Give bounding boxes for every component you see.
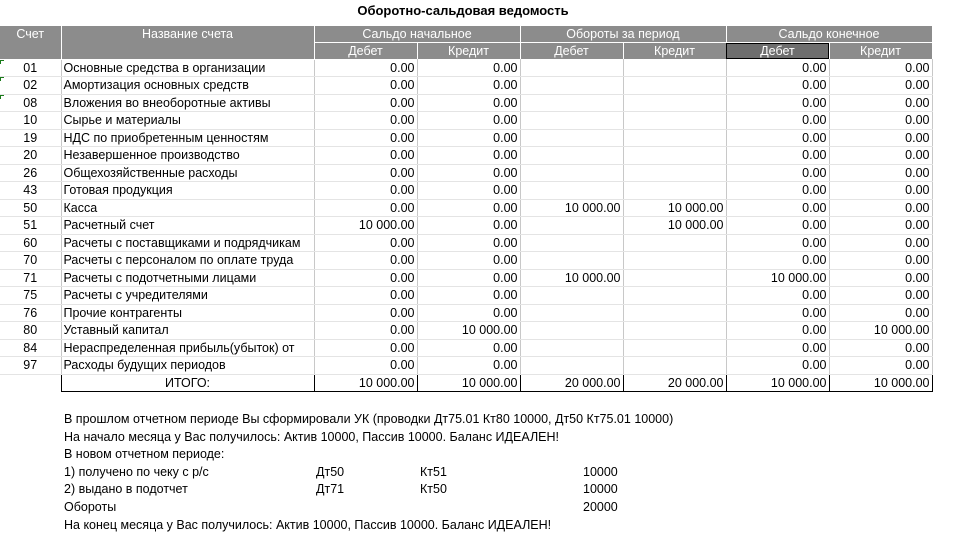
account-name-cell[interactable]: Незавершенное производство [61, 147, 314, 165]
total-opening-credit: 10 000.00 [417, 374, 520, 392]
opening-debit-cell[interactable]: 0.00 [314, 199, 417, 217]
turnover-credit-cell[interactable] [623, 304, 726, 322]
turnover-debit-cell[interactable] [520, 182, 623, 200]
total-row [0, 374, 932, 392]
opening-credit-cell[interactable]: 0.00 [417, 339, 520, 357]
account-name-cell[interactable]: Расчеты с поставщиками и подрядчикам [61, 234, 314, 252]
cell-marker-icon [0, 77, 4, 81]
opening-debit-cell[interactable]: 0.00 [314, 339, 417, 357]
turnover-sum: 20000 [583, 499, 618, 514]
closing-debit-cell[interactable]: 0.00 [726, 234, 829, 252]
header-opening-debit[interactable]: Дебет [314, 43, 417, 60]
opening-debit-cell[interactable]: 0.00 [314, 357, 417, 375]
header-opening-credit[interactable]: Кредит [417, 43, 520, 60]
closing-debit-cell[interactable]: 0.00 [726, 217, 829, 235]
closing-credit-cell[interactable]: 0.00 [829, 252, 932, 270]
notes-block [64, 411, 673, 534]
turnover-credit-cell[interactable] [623, 252, 726, 270]
table-row[interactable] [0, 357, 932, 375]
opening-credit-cell[interactable]: 0.00 [417, 269, 520, 287]
table-row[interactable] [0, 147, 932, 165]
opening-debit-cell[interactable]: 0.00 [314, 182, 417, 200]
closing-debit-cell[interactable]: 0.00 [726, 339, 829, 357]
turnover-debit-cell[interactable] [520, 164, 623, 182]
turnover-debit-cell[interactable] [520, 59, 623, 77]
opening-credit-cell[interactable]: 0.00 [417, 217, 520, 235]
total-opening-debit: 10 000.00 [314, 374, 417, 392]
opening-debit-cell[interactable]: 0.00 [314, 94, 417, 112]
turnover-debit-cell[interactable] [520, 129, 623, 147]
opening-credit-cell[interactable]: 0.00 [417, 182, 520, 200]
table-row[interactable] [0, 269, 932, 287]
opening-credit-cell[interactable]: 0.00 [417, 234, 520, 252]
opening-debit-cell[interactable]: 0.00 [314, 252, 417, 270]
closing-debit-cell[interactable]: 0.00 [726, 287, 829, 305]
turnover-credit-cell[interactable]: 10 000.00 [623, 199, 726, 217]
turnover-credit-cell[interactable] [623, 59, 726, 77]
turnover-credit-cell[interactable] [623, 287, 726, 305]
account-name-cell[interactable]: Сырье и материалы [61, 112, 314, 130]
turnover-credit-cell[interactable] [623, 147, 726, 165]
op1-credit: Кт51 [420, 464, 447, 479]
opening-credit-cell[interactable]: 0.00 [417, 77, 520, 95]
note-previous-period: В прошлом отчетном периоде Вы сформировали УК (проводки Дт75.01 Кт80 10000, Дт50 Кт75.01 10000) [64, 412, 674, 426]
turnover-debit-cell[interactable] [520, 322, 623, 340]
closing-credit-cell[interactable]: 0.00 [829, 304, 932, 322]
turnover-credit-cell[interactable] [623, 129, 726, 147]
header-account[interactable]: Счет [0, 26, 61, 59]
opening-debit-cell[interactable]: 0.00 [314, 269, 417, 287]
turnover-credit-cell[interactable] [623, 357, 726, 375]
closing-debit-cell[interactable]: 0.00 [726, 322, 829, 340]
table-row[interactable] [0, 199, 932, 217]
turnover-credit-cell[interactable] [623, 94, 726, 112]
op1-debit: Дт50 [316, 464, 345, 479]
account-name-cell[interactable]: Расчеты с персоналом по оплате труда [61, 252, 314, 270]
turnover-debit-cell[interactable] [520, 304, 623, 322]
account-code-cell[interactable]: 02 [0, 77, 61, 95]
turnover-credit-cell[interactable] [623, 339, 726, 357]
account-name-cell[interactable]: Амортизация основных средств [61, 77, 314, 95]
account-code-cell[interactable]: 60 [0, 234, 61, 252]
turnover-credit-cell[interactable] [623, 164, 726, 182]
opening-credit-cell[interactable]: 0.00 [417, 112, 520, 130]
opening-credit-cell[interactable]: 0.00 [417, 164, 520, 182]
turnover-credit-cell[interactable] [623, 77, 726, 95]
closing-credit-cell[interactable]: 0.00 [829, 147, 932, 165]
account-name-cell[interactable]: Вложения во внеоборотные активы [61, 94, 314, 112]
closing-credit-cell[interactable]: 0.00 [829, 217, 932, 235]
opening-credit-cell[interactable]: 0.00 [417, 357, 520, 375]
table-row[interactable] [0, 252, 932, 270]
account-code-cell[interactable]: 51 [0, 217, 61, 235]
op2-text: 2) выдано в подотчет [64, 482, 188, 497]
header-turnover-debit[interactable]: Дебет [520, 43, 623, 60]
account-code-cell[interactable]: 75 [0, 287, 61, 305]
account-code-cell[interactable]: 84 [0, 339, 61, 357]
opening-credit-cell[interactable]: 0.00 [417, 304, 520, 322]
account-code-cell[interactable]: 01 [0, 59, 61, 77]
turnover-credit-cell[interactable] [623, 269, 726, 287]
account-name-cell[interactable]: Расчетный счет [61, 217, 314, 235]
op2-credit: Кт50 [420, 482, 447, 497]
closing-credit-cell[interactable]: 0.00 [829, 357, 932, 375]
closing-debit-cell[interactable]: 0.00 [726, 182, 829, 200]
cell-marker-icon [0, 95, 4, 99]
closing-debit-cell[interactable]: 0.00 [726, 94, 829, 112]
cell-marker-icon [0, 60, 4, 64]
closing-debit-cell[interactable]: 0.00 [726, 147, 829, 165]
turnover-balance-table [0, 26, 933, 392]
account-name-cell[interactable]: Основные средства в организации [61, 59, 314, 77]
table-row[interactable] [0, 77, 932, 95]
closing-credit-cell[interactable]: 0.00 [829, 112, 932, 130]
total-turnover-debit: 20 000.00 [520, 374, 623, 392]
turnover-debit-cell[interactable]: 10 000.00 [520, 199, 623, 217]
table-row[interactable] [0, 59, 932, 77]
account-name-cell[interactable]: Уставный капитал [61, 322, 314, 340]
total-closing-debit: 10 000.00 [726, 374, 829, 392]
turnover-debit-cell[interactable] [520, 217, 623, 235]
account-code-cell[interactable]: 08 [0, 94, 61, 112]
closing-credit-cell[interactable]: 0.00 [829, 287, 932, 305]
account-code-cell[interactable]: 71 [0, 269, 61, 287]
closing-debit-cell[interactable]: 0.00 [726, 129, 829, 147]
account-name-cell[interactable]: Расчеты с учредителями [61, 287, 314, 305]
opening-credit-cell[interactable]: 10 000.00 [417, 322, 520, 340]
account-code-cell[interactable]: 80 [0, 322, 61, 340]
table-body [0, 59, 932, 392]
account-name-cell[interactable]: НДС по приобретенным ценностям [61, 129, 314, 147]
turnover-debit-cell[interactable] [520, 94, 623, 112]
account-name-cell[interactable]: Нераспределенная прибыль(убыток) от [61, 339, 314, 357]
total-blank-cell [0, 374, 61, 392]
turnover-credit-cell[interactable] [623, 234, 726, 252]
table-row[interactable] [0, 304, 932, 322]
closing-debit-cell[interactable]: 0.00 [726, 59, 829, 77]
closing-credit-cell[interactable]: 0.00 [829, 339, 932, 357]
closing-debit-cell[interactable]: 0.00 [726, 164, 829, 182]
op1-sum: 10000 [583, 464, 618, 479]
closing-debit-cell[interactable]: 0.00 [726, 304, 829, 322]
closing-debit-cell[interactable]: 0.00 [726, 77, 829, 95]
op2-sum: 10000 [583, 482, 618, 497]
table-row[interactable] [0, 112, 932, 130]
total-turnover-credit: 20 000.00 [623, 374, 726, 392]
closing-credit-cell[interactable]: 10 000.00 [829, 322, 932, 340]
header-closing-debit[interactable]: Дебет [726, 43, 829, 60]
opening-debit-cell[interactable]: 0.00 [314, 322, 417, 340]
opening-debit-cell[interactable]: 0.00 [314, 287, 417, 305]
header-turnover[interactable]: Обороты за период [520, 26, 726, 43]
table-row[interactable] [0, 217, 932, 235]
opening-debit-cell[interactable]: 0.00 [314, 129, 417, 147]
opening-credit-cell[interactable]: 0.00 [417, 252, 520, 270]
note-closing-balance: На конец месяца у Вас получилось: Актив 10000, Пассив 10000. Баланс ИДЕАЛЕН! [64, 517, 552, 532]
closing-debit-cell[interactable]: 0.00 [726, 112, 829, 130]
report-title: Оборотно-сальдовая ведомость [357, 3, 569, 18]
opening-debit-cell[interactable]: 0.00 [314, 234, 417, 252]
note-operation-2 [64, 481, 673, 499]
account-name-cell[interactable]: Общехозяйственные расходы [61, 164, 314, 182]
turnover-debit-cell[interactable] [520, 234, 623, 252]
closing-debit-cell[interactable]: 0.00 [726, 252, 829, 270]
turnover-debit-cell[interactable] [520, 339, 623, 357]
turnover-debit-cell[interactable] [520, 77, 623, 95]
opening-debit-cell[interactable]: 0.00 [314, 77, 417, 95]
account-code-cell[interactable]: 97 [0, 357, 61, 375]
account-code-cell[interactable]: 19 [0, 129, 61, 147]
turnover-credit-cell[interactable] [623, 182, 726, 200]
table-row[interactable] [0, 339, 932, 357]
account-code-cell[interactable]: 10 [0, 112, 61, 130]
closing-credit-cell[interactable]: 0.00 [829, 59, 932, 77]
opening-debit-cell[interactable]: 0.00 [314, 147, 417, 165]
note-turnover [64, 499, 673, 517]
total-label: ИТОГО: [61, 374, 314, 392]
turnover-credit-cell[interactable] [623, 112, 726, 130]
table-row[interactable] [0, 182, 932, 200]
header-closing-balance[interactable]: Сальдо конечное [726, 26, 932, 43]
opening-credit-cell[interactable]: 0.00 [417, 94, 520, 112]
op2-debit: Дт71 [316, 482, 345, 497]
closing-credit-cell[interactable]: 0.00 [829, 234, 932, 252]
turnover-text: Обороты [64, 499, 117, 514]
table-row[interactable] [0, 287, 932, 305]
table-row[interactable] [0, 129, 932, 147]
closing-credit-cell[interactable]: 0.00 [829, 269, 932, 287]
table-row[interactable] [0, 94, 932, 112]
account-name-cell[interactable]: Прочие контрагенты [61, 304, 314, 322]
header-opening-balance[interactable]: Сальдо начальное [314, 26, 520, 43]
account-code-cell[interactable]: 76 [0, 304, 61, 322]
opening-debit-cell[interactable]: 10 000.00 [314, 217, 417, 235]
account-name-cell[interactable]: Расходы будущих периодов [61, 357, 314, 375]
turnover-credit-cell[interactable]: 10 000.00 [623, 217, 726, 235]
turnover-credit-cell[interactable] [623, 322, 726, 340]
opening-credit-cell[interactable]: 0.00 [417, 287, 520, 305]
opening-debit-cell[interactable]: 0.00 [314, 59, 417, 77]
account-code-cell[interactable]: 50 [0, 199, 61, 217]
closing-debit-cell[interactable]: 10 000.00 [726, 269, 829, 287]
note-opening-balance: На начало месяца у Вас получилось: Актив 10000, Пассив 10000. Баланс ИДЕАЛЕН! [64, 429, 559, 444]
account-name-cell[interactable]: Расчеты с подотчетными лицами [61, 269, 314, 287]
table-row[interactable] [0, 164, 932, 182]
closing-credit-cell[interactable]: 0.00 [829, 164, 932, 182]
turnover-debit-cell[interactable] [520, 252, 623, 270]
turnover-debit-cell[interactable] [520, 357, 623, 375]
turnover-debit-cell[interactable] [520, 147, 623, 165]
opening-credit-cell[interactable]: 0.00 [417, 129, 520, 147]
table-row[interactable] [0, 234, 932, 252]
opening-credit-cell[interactable]: 0.00 [417, 199, 520, 217]
header-closing-credit[interactable]: Кредит [829, 43, 932, 60]
opening-credit-cell[interactable]: 0.00 [417, 59, 520, 77]
opening-debit-cell[interactable]: 0.00 [314, 304, 417, 322]
header-turnover-credit[interactable]: Кредит [623, 43, 726, 60]
opening-credit-cell[interactable]: 0.00 [417, 147, 520, 165]
table-row[interactable] [0, 322, 932, 340]
closing-debit-cell[interactable]: 0.00 [726, 199, 829, 217]
account-name-cell[interactable]: Касса [61, 199, 314, 217]
opening-debit-cell[interactable]: 0.00 [314, 112, 417, 130]
closing-debit-cell[interactable]: 0.00 [726, 357, 829, 375]
closing-credit-cell[interactable]: 0.00 [829, 129, 932, 147]
header-account-name[interactable]: Название счета [61, 26, 314, 59]
account-name-cell[interactable]: Готовая продукция [61, 182, 314, 200]
account-code-cell[interactable]: 20 [0, 147, 61, 165]
account-code-cell[interactable]: 43 [0, 182, 61, 200]
closing-credit-cell[interactable]: 0.00 [829, 199, 932, 217]
turnover-debit-cell[interactable]: 10 000.00 [520, 269, 623, 287]
opening-debit-cell[interactable]: 0.00 [314, 164, 417, 182]
turnover-debit-cell[interactable] [520, 287, 623, 305]
account-code-cell[interactable]: 70 [0, 252, 61, 270]
total-closing-credit: 10 000.00 [829, 374, 932, 392]
turnover-debit-cell[interactable] [520, 112, 623, 130]
op1-text: 1) получено по чеку с р/с [64, 464, 209, 479]
account-code-cell[interactable]: 26 [0, 164, 61, 182]
closing-credit-cell[interactable]: 0.00 [829, 77, 932, 95]
note-new-period: В новом отчетном периоде: [64, 447, 225, 462]
note-operation-1 [64, 464, 673, 482]
closing-credit-cell[interactable]: 0.00 [829, 182, 932, 200]
closing-credit-cell[interactable]: 0.00 [829, 94, 932, 112]
